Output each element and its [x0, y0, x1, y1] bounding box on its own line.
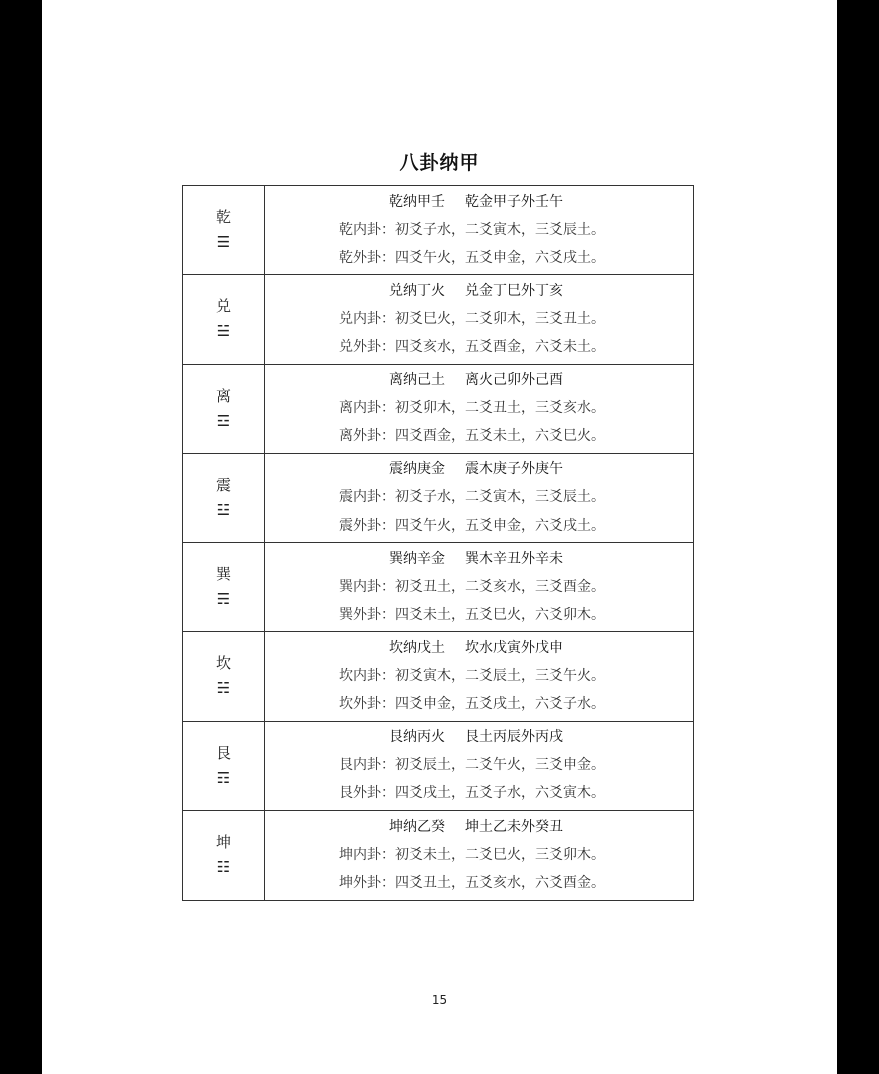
trigram-name: 巽	[215, 565, 231, 584]
headline-najia: 坎纳戊土	[389, 639, 445, 656]
page-number: 15	[431, 993, 448, 1007]
najia-text-cell	[265, 365, 693, 453]
inner-trigram-line: 震内卦：初爻子水，二爻寅木，三爻辰土。	[339, 489, 605, 506]
headline-najia: 巽纳辛金	[389, 550, 445, 567]
outer-trigram-line: 艮外卦：四爻戌土，五爻子水，六爻寅木。	[339, 785, 605, 802]
inner-trigram-line: 离内卦：初爻卯木，二爻丑土，三爻亥水。	[339, 400, 605, 417]
trigram-gen-icon: ☶	[216, 768, 231, 787]
headline-najia: 艮纳丙火	[389, 729, 445, 746]
trigram-cell	[183, 811, 265, 900]
inner-trigram-line: 巽内卦：初爻丑土，二爻亥水，三爻酉金。	[339, 578, 605, 595]
outer-trigram-line: 乾外卦：四爻午火，五爻申金，六爻戌土。	[339, 249, 605, 266]
trigram-kun-icon: ☷	[216, 858, 231, 877]
headline-stems: 震木庚子外庚午	[465, 461, 563, 478]
najia-text-cell	[265, 722, 693, 810]
headline-najia: 离纳己土	[389, 372, 445, 389]
headline-najia: 乾纳甲壬	[389, 193, 445, 210]
trigram-kan-icon: ☵	[216, 679, 231, 698]
trigram-cell	[183, 186, 265, 274]
table-row-qian	[183, 186, 693, 275]
najia-headline	[265, 461, 693, 478]
headline-najia: 兑纳丁火	[389, 282, 445, 299]
najia-headline	[265, 819, 693, 836]
headline-najia: 震纳庚金	[389, 461, 445, 478]
headline-stems: 艮土丙辰外丙戌	[465, 729, 563, 746]
trigram-xun-icon: ☴	[216, 590, 231, 609]
trigram-name: 艮	[215, 743, 231, 762]
najia-headline	[265, 283, 693, 300]
trigram-li-icon: ☲	[216, 411, 231, 430]
page-title: 八卦纳甲	[399, 152, 480, 174]
table-row-kun	[183, 811, 693, 900]
najia-headline	[265, 372, 693, 389]
najia-headline	[265, 551, 693, 568]
headline-stems: 兑金丁巳外丁亥	[465, 282, 563, 299]
trigram-cell	[183, 365, 265, 453]
najia-headline	[265, 729, 693, 746]
headline-stems: 离火己卯外己酉	[465, 372, 563, 389]
document-page	[42, 0, 837, 1074]
trigram-name: 坤	[215, 833, 231, 852]
table-row-li	[183, 365, 693, 454]
inner-trigram-line: 艮内卦：初爻辰土，二爻午火，三爻申金。	[339, 757, 605, 774]
trigram-name: 坎	[215, 654, 231, 673]
outer-trigram-line: 震外卦：四爻午火，五爻申金，六爻戌土。	[339, 517, 605, 534]
trigram-name: 震	[215, 475, 231, 494]
bagua-najia-table	[182, 185, 694, 901]
najia-text-cell	[265, 186, 693, 274]
najia-text-cell	[265, 811, 693, 900]
outer-trigram-line: 坎外卦：四爻申金，五爻戌土，六爻子水。	[339, 696, 605, 713]
trigram-cell	[183, 275, 265, 363]
trigram-cell	[183, 543, 265, 631]
trigram-name: 兑	[215, 297, 231, 316]
headline-stems: 坤土乙未外癸丑	[465, 818, 563, 835]
table-row-dui	[183, 275, 693, 364]
table-row-xun	[183, 543, 693, 632]
trigram-zhen-icon: ☳	[216, 500, 231, 519]
trigram-dui-icon: ☱	[216, 322, 231, 341]
trigram-cell	[183, 454, 265, 542]
najia-text-cell	[265, 543, 693, 631]
najia-text-cell	[265, 632, 693, 720]
headline-stems: 坎水戊寅外戊申	[465, 639, 563, 656]
inner-trigram-line: 乾内卦：初爻子水，二爻寅木，三爻辰土。	[339, 221, 605, 238]
inner-trigram-line: 坤内卦：初爻未土，二爻巳火，三爻卯木。	[339, 846, 605, 863]
outer-trigram-line: 兑外卦：四爻亥水，五爻酉金，六爻未土。	[339, 339, 605, 356]
trigram-cell	[183, 722, 265, 810]
najia-text-cell	[265, 454, 693, 542]
trigram-cell	[183, 632, 265, 720]
table-row-zhen	[183, 454, 693, 543]
trigram-name: 乾	[215, 208, 231, 227]
outer-trigram-line: 坤外卦：四爻丑土，五爻亥水，六爻酉金。	[339, 875, 605, 892]
outer-trigram-line: 离外卦：四爻酉金，五爻未土，六爻巳火。	[339, 428, 605, 445]
headline-stems: 乾金甲子外壬午	[465, 193, 563, 210]
trigram-name: 离	[215, 386, 231, 405]
najia-headline	[265, 640, 693, 657]
headline-stems: 巽木辛丑外辛未	[465, 550, 563, 567]
najia-headline	[265, 194, 693, 211]
outer-trigram-line: 巽外卦：四爻未土，五爻巳火，六爻卯木。	[339, 606, 605, 623]
table-row-gen	[183, 722, 693, 811]
headline-najia: 坤纳乙癸	[389, 818, 445, 835]
inner-trigram-line: 坎内卦：初爻寅木，二爻辰土，三爻午火。	[339, 667, 605, 684]
trigram-qian-icon: ☰	[216, 233, 231, 252]
najia-text-cell	[265, 275, 693, 363]
inner-trigram-line: 兑内卦：初爻巳火，二爻卯木，三爻丑土。	[339, 310, 605, 327]
table-row-kan	[183, 632, 693, 721]
